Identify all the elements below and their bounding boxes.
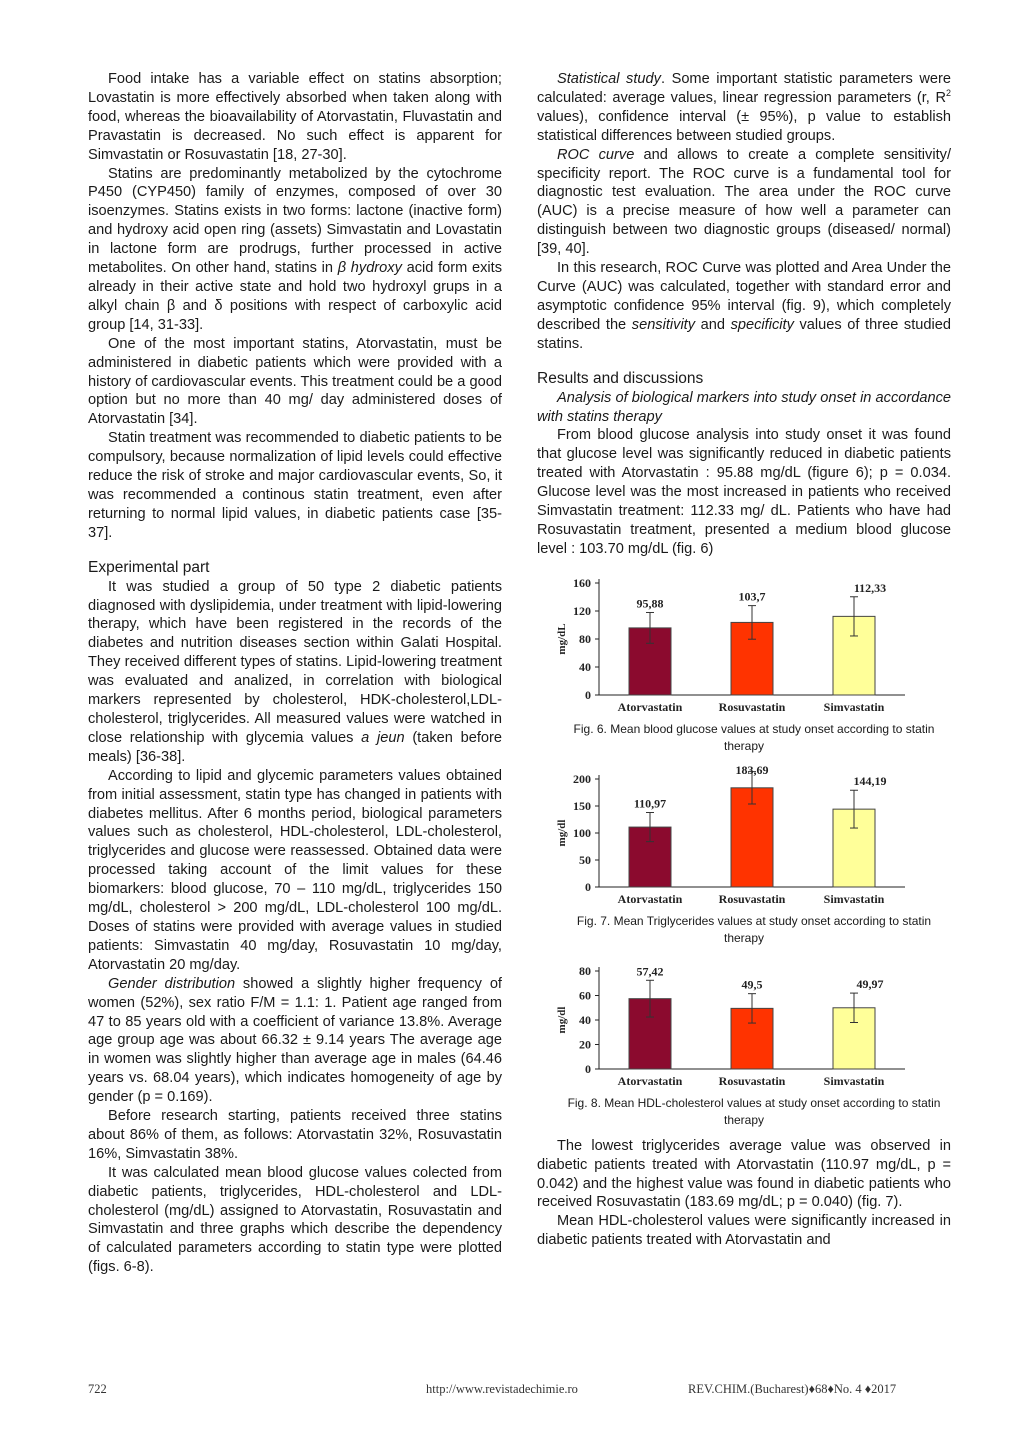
y-tick-label: 20 (579, 1037, 591, 1052)
data-label: 49,5 (741, 977, 763, 992)
y-tick-label: 160 (573, 575, 591, 590)
figure-caption: Fig. 8. Mean HDL-cholesterol values at study onset according to statin therapy (567, 1095, 941, 1127)
x-tick-label: Atorvastatin (617, 1073, 683, 1088)
paragraph: From blood glucose analysis into study onset it was found that glucose level was significantly reduced in diabetic patients treated with Atorvastatin : 95.88 mg/dL (figure 6); p = 0.034. Glucose level was the most increased in patients who received Simvastatin treatment: 112.33 mg/ dL. Patients who have had Rosuvastatin treatment, presented a medium blood glucose level : 103.70 mg/dL (fig. 6) (537, 427, 951, 557)
data-label: 183,69 (735, 762, 769, 777)
x-tick-label: Rosuvastatin (718, 1073, 786, 1088)
data-label: 49,97 (856, 976, 884, 991)
y-tick-label: 200 (573, 771, 591, 786)
figure-caption: Fig. 6. Mean blood glucose values at study onset according to statin therapy (573, 721, 935, 753)
y-tick-label: 0 (585, 879, 591, 894)
x-tick-label: Rosuvastatin (718, 891, 786, 906)
journal-url[interactable]: http://www.revistadechimie.ro (426, 1382, 578, 1396)
paragraph: It was calculated mean blood glucose values colected from diabetic patients, triglycerides, HDL-cholesterol and LDL-cholesterol (mg/dL) assigned to Atorvastatin, Rosuvastatin and Simvastatin and three graphs which describe the dependency of calculated parameters according to statin type were plotted (figs. 6-8). (88, 1164, 502, 1276)
data-label: 95,88 (636, 596, 664, 611)
paragraph: According to lipid and glycemic parameters values obtained from initial assessment, statin type has changed in patients with diabetes mellitus. After 6 months period, biological parameters values such as cholesterol, HDL-cholesterol, LDL-cholesterol, triglycerides and glucose were reassessed. Obtained data were processed taking account of the limit values for these biomarkers: blood glucose, 70 – 110 mg/dL, triglycerides 150 mg/dL, cholesterol > 200 mg/dL, LDL-cholesterol 100 mg/dL. Doses of statins were provided with average values in studied patients: Simvastatin 40 mg/day, Rosuvastatin 10 mg/day, Atorvastatin 20 mg/day. (88, 767, 502, 973)
section-heading-experimental: Experimental part (88, 558, 210, 576)
x-tick-label: Atorvastatin (617, 699, 683, 714)
y-tick-label: 40 (579, 1012, 591, 1027)
y-tick-label: 150 (573, 798, 591, 813)
y-axis-label: mg/dl (556, 819, 568, 847)
page-number: 722 (88, 1382, 107, 1396)
paragraph: Statistical study. Some important statistic parameters were calculated: average values, linear regression parameters (r, $R^2$ values), confidence interval (± 95%), p value to establish statistical differences between studied groups. (537, 71, 952, 144)
chart-fig7 (537, 763, 951, 911)
data-label: 57,42 (636, 964, 664, 979)
paragraph: Gender distribution showed a slightly higher frequency of women (52%), sex ratio F/M = 1.1: 1. Patient age ranged from 47 to 85 years old with a coefficient of variance 13.8%. Average age group age was about 66.32 ± 9.14 years The average age in women was slightly higher than average age in males (64.46 years vs. 68.04 years), which indicates homogeneity of age by gender (p = 0.169). (88, 975, 502, 1106)
y-tick-label: 60 (579, 988, 591, 1003)
x-tick-label: Atorvastatin (617, 891, 683, 906)
y-tick-label: 40 (579, 659, 591, 674)
y-tick-label: 80 (579, 631, 591, 646)
x-tick-label: Simvastatin (823, 1073, 885, 1088)
y-tick-label: 0 (585, 1061, 591, 1076)
paragraph: The lowest triglycerides average value was observed in diabetic patients treated with Atorvastatin (110.97 mg/dL, p = 0.042) and the highest value was found in diabetic patients who received Rosuvastatin (183.69 mg/dL; p = 0.040) (fig. 7). (537, 1137, 951, 1211)
figure-caption: Fig. 7. Mean Triglycerides values at study onset according to statin therapy (576, 913, 932, 945)
chart-fig6 (537, 567, 951, 719)
paragraph: One of the most important statins, Atorvastatin, must be administered in diabetic patients which were provided with a history of cardiovascular events. This treatment could be a good option but no more than 40 mg/ day administered doses of Atorvastatin [34]. (88, 335, 502, 428)
data-label: 144,19 (853, 773, 887, 788)
paragraph: Food intake has a variable effect on statins absorption; Lovastatin is more effectively absorbed when taken along with food, whereas the bioavailability of Atorvastatin, Fluvastatin and Pravastatin is decreased. No such effect is apparent for Simvastatin or Rosuvastatin [18, 27-30]. (88, 71, 502, 163)
left-column (88, 70, 502, 1277)
right-column (537, 70, 951, 1250)
data-label: 112,33 (853, 580, 887, 595)
x-tick-label: Simvastatin (823, 891, 885, 906)
section-heading-results: Results and discussions (537, 369, 704, 387)
subheading: Analysis of biological markers into study onset in accordance with statins therapy (537, 389, 951, 425)
paragraph: It was studied a group of 50 type 2 diabetic patients diagnosed with dyslipidemia, under treatment with lipid-lowering therapy, which have been registered in the records of the diabetes and nutrition diseases section within Galati Hospital. They received different types of statins. Lipid-lowering treatment was evaluated and analized, in correlation with biological markers represented by cholesterol, HDK-cholesterol,LDL-cholesterol, triglycerides. All measured values were watched in close relationship with glycemia values a jeun (taken before meals) [36-38]. (88, 578, 502, 765)
y-tick-label: 80 (579, 963, 591, 978)
paragraph: Statins are predominantly metabolized by the cytochrome P450 (CYP450) family of enzymes, composed of over 30 isoenzymes. Statins exists in two forms: lactone (inactive form) and hydroxy acid open ring (assets) Simvastatin and Lovastatin in lactone form are prodrugs, further processed in active metabolites. On other hand, statins in β hydroxy acid form exits already in their active state and hold two hydroxyl grups in a alkyl chain β and δ positions with respect of carboxylic acid group [14, 31-33]. (88, 165, 502, 333)
data-label: 110,97 (633, 796, 667, 811)
paragraph: ROC curve and allows to create a complete sensitivity/ specificity report. The ROC curve is a fundamental tool for diagnostic test evaluation. The area under the ROC curve (AUC) is a precise measure of how well a parameter can distinguish between two diagnostic groups (diseased/ normal) [39, 40]. (537, 146, 951, 258)
paragraph: Before research starting, patients received three statins about 86% of them, as follows: Atorvastatin 32%, Rosuvastatin 16%, Simvastatin 38%. (88, 1108, 502, 1162)
y-tick-label: 120 (573, 603, 591, 618)
journal-citation: REV.CHIM.(Bucharest)♦68♦No. 4 ♦2017 (688, 1382, 897, 1396)
paragraph: Mean HDL-cholesterol values were significantly increased in diabetic patients treated with Atorvastatin and (537, 1213, 951, 1249)
x-tick-label: Rosuvastatin (718, 699, 786, 714)
y-axis-label: mg/dl (556, 1006, 568, 1034)
figure-7 (537, 763, 951, 911)
data-label: 103,7 (738, 589, 766, 604)
figure-6 (537, 567, 951, 719)
y-tick-label: 0 (585, 687, 591, 702)
y-tick-label: 50 (579, 852, 591, 867)
y-tick-label: 100 (573, 825, 591, 840)
figure-8 (537, 955, 951, 1093)
chart-fig8 (537, 955, 951, 1093)
x-tick-label: Simvastatin (823, 699, 885, 714)
paragraph: Statin treatment was recommended to diabetic patients to be compulsory, because normalization of lipid levels could effective reduce the risk of stroke and major cardiovascular events, So, it was recommended a continous statin treatment, even after returning to normal lipid values, in diabetic patients case [35-37]. (88, 430, 502, 541)
y-axis-label: mg/dL (556, 623, 568, 655)
paragraph: In this research, ROC Curve was plotted and Area Under the Curve (AUC) was calculated, together with standard error and asymptotic confidence 95% interval (fig. 9), which completely described the sensitivity and specificity values of three studied statins. (537, 260, 951, 352)
